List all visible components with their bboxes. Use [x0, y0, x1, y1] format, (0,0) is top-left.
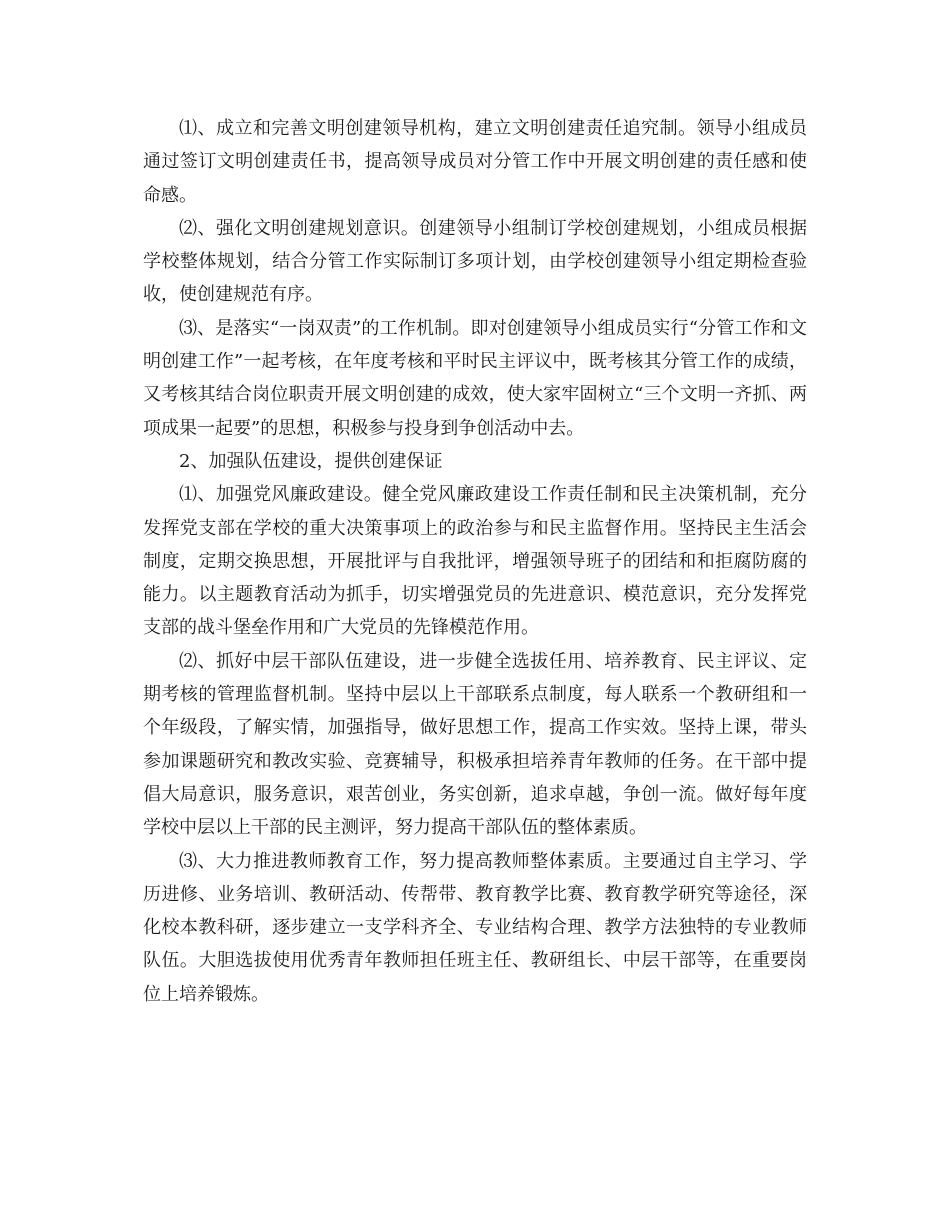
- paragraph-2-3: ⑶、大力推进教师教育工作，努力提高教师整体素质。主要通过自主学习、学历进修、业务培训、教研活动、传帮带、教育教学比赛、教育教学研究等途径，深化校本教科研，逐步建立一支学科齐全、专业结构合理、教学方法独特的专业教师队伍。大胆选拔使用优秀青年教师担任班主任、教研组长、中层干部等，在重要岗位上培养锻炼。: [143, 850, 807, 1005]
- paragraph-2-2: ⑵、抓好中层干部队伍建设，进一步健全选拔任用、培养教育、民主评议、定期考核的管理监督机制。坚持中层以上干部联系点制度，每人联系一个教研组和一个年级段，了解实情，加强指导，做好思想工作，提高工作实效。坚持上课，带头参加课题研究和教改实验、竞赛辅导，积极承担培养青年教师的任务。在干部中提倡大局意识，服务意识，艰苦创业，务实创新，追求卓越，争创一流。做好每年度学校中层以上干部的民主测评，努力提高干部队伍的整体素质。: [143, 650, 807, 839]
- document-page: [143, 112, 807, 1011]
- paragraph-1-2: ⑵、强化文明创建规划意识。创建领导小组制订学校创建规划，小组成员根据学校整体规划，结合分管工作实际制订多项计划，由学校创建领导小组定期检查验收，使创建规范有序。: [143, 217, 807, 306]
- paragraph-2-1: ⑴、加强党风廉政建设。健全党风廉政建设工作责任制和民主决策机制，充分发挥党支部在学校的重大决策事项上的政治参与和民主监督作用。坚持民主生活会制度，定期交换思想，开展批评与自我批评，增强领导班子的团结和和拒腐防腐的能力。以主题教育活动为抓手，切实增强党员的先进意识、模范意识，充分发挥党支部的战斗堡垒作用和广大党员的先锋模范作用。: [143, 484, 807, 639]
- paragraph-1-3: ⑶、是落实“一岗双责”的工作机制。即对创建领导小组成员实行“分管工作和文明创建工作”一起考核，在年度考核和平时民主评议中，既考核其分管工作的成绩，又考核其结合岗位职责开展文明创建的成效，使大家牢固树立“三个文明一齐抓、两项成果一起要”的思想，积极参与投身到争创活动中去。: [143, 317, 807, 439]
- paragraph-1-1: ⑴、成立和完善文明创建领导机构，建立文明创建责任追究制。领导小组成员通过签订文明创建责任书，提高领导成员对分管工作中开展文明创建的责任感和使命感。: [143, 118, 807, 206]
- section-heading-2: 2、加强队伍建设，提供创建保证: [179, 450, 443, 472]
